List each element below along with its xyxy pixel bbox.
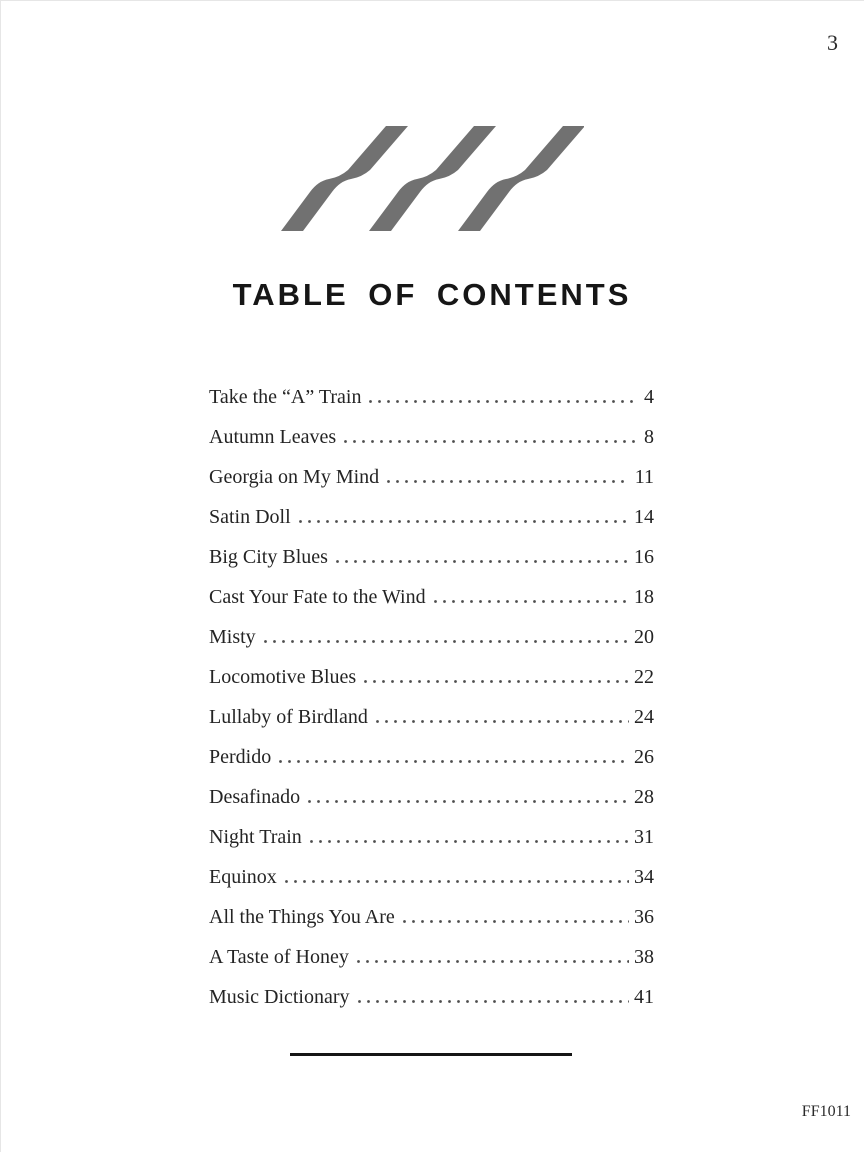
dot-leader — [364, 680, 629, 683]
dot-leader — [264, 640, 629, 643]
dot-leader — [279, 760, 629, 763]
page-number: 3 — [827, 30, 838, 55]
toc-entry-page-number: 22 — [634, 666, 654, 688]
toc-entry-page-number: 16 — [634, 546, 654, 568]
toc-entry-page-number: 26 — [634, 746, 654, 768]
dot-leader — [308, 800, 629, 803]
dot-leader — [387, 480, 630, 483]
catalog-number: FF1011 — [801, 1103, 851, 1120]
dot-leader — [369, 400, 639, 403]
toc-entry-page-number: 34 — [634, 866, 654, 888]
toc-row — [209, 897, 654, 937]
bottom-rule — [290, 1053, 572, 1056]
toc-row — [209, 817, 654, 857]
toc-row — [209, 457, 654, 497]
toc-entry-page-number: 41 — [634, 986, 654, 1008]
toc-list — [209, 377, 654, 1017]
dot-leader — [336, 560, 629, 563]
toc-entry-title: A Taste of Honey — [209, 946, 349, 968]
publisher-logo — [281, 126, 584, 232]
toc-row — [209, 617, 654, 657]
page-title: TABLE OF CONTENTS — [232, 277, 632, 312]
toc-entry-page-number: 4 — [644, 386, 654, 408]
toc-row — [209, 497, 654, 537]
toc-entry-page-number: 14 — [634, 506, 654, 528]
toc-row — [209, 417, 654, 457]
toc-entry-page-number: 31 — [634, 826, 654, 848]
toc-row — [209, 537, 654, 577]
toc-entry-title: Satin Doll — [209, 506, 291, 528]
toc-entry-title: Georgia on My Mind — [209, 466, 380, 488]
toc-entry-page-number: 36 — [634, 906, 654, 928]
toc-entry-title: Music Dictionary — [209, 986, 350, 1008]
toc-entry-title: Take the “A” Train — [209, 386, 362, 408]
dot-leader — [310, 840, 629, 843]
toc-row — [209, 777, 654, 817]
toc-entry-title: Cast Your Fate to the Wind — [209, 586, 426, 608]
toc-entry-page-number: 8 — [644, 426, 654, 448]
toc-entry-page-number: 11 — [634, 466, 654, 488]
toc-entry-page-number: 24 — [634, 706, 654, 728]
dot-leader — [344, 440, 639, 443]
toc-entry-page-number: 18 — [634, 586, 654, 608]
dot-leader — [403, 920, 629, 923]
dot-leader — [434, 600, 629, 603]
toc-entry-title: Big City Blues — [209, 546, 328, 568]
toc-row — [209, 937, 654, 977]
toc-entry-title: Desafinado — [209, 786, 301, 808]
toc-entry-title: All the Things You Are — [209, 906, 395, 928]
toc-row — [209, 977, 654, 1017]
toc-entry-page-number: 38 — [634, 946, 654, 968]
toc-row — [209, 697, 654, 737]
dot-leader — [357, 960, 629, 963]
toc-row — [209, 577, 654, 617]
dot-leader — [376, 720, 629, 723]
toc-entry-title: Locomotive Blues — [209, 666, 357, 688]
toc-entry-title: Equinox — [209, 866, 277, 888]
toc-row — [209, 377, 654, 417]
toc-row — [209, 657, 654, 697]
dot-leader — [285, 880, 629, 883]
toc-row — [209, 737, 654, 777]
three-diagonal-stripes-icon — [281, 126, 584, 232]
toc-entry-page-number: 20 — [634, 626, 654, 648]
toc-entry-title: Night Train — [209, 826, 302, 848]
toc-entry-title: Lullaby of Birdland — [209, 706, 368, 728]
toc-entry-title: Autumn Leaves — [209, 426, 337, 448]
dot-leader — [299, 520, 629, 523]
toc-row — [209, 857, 654, 897]
toc-entry-title: Perdido — [209, 746, 272, 768]
dot-leader — [358, 1000, 629, 1003]
toc-entry-title: Misty — [209, 626, 256, 648]
toc-entry-page-number: 28 — [634, 786, 654, 808]
